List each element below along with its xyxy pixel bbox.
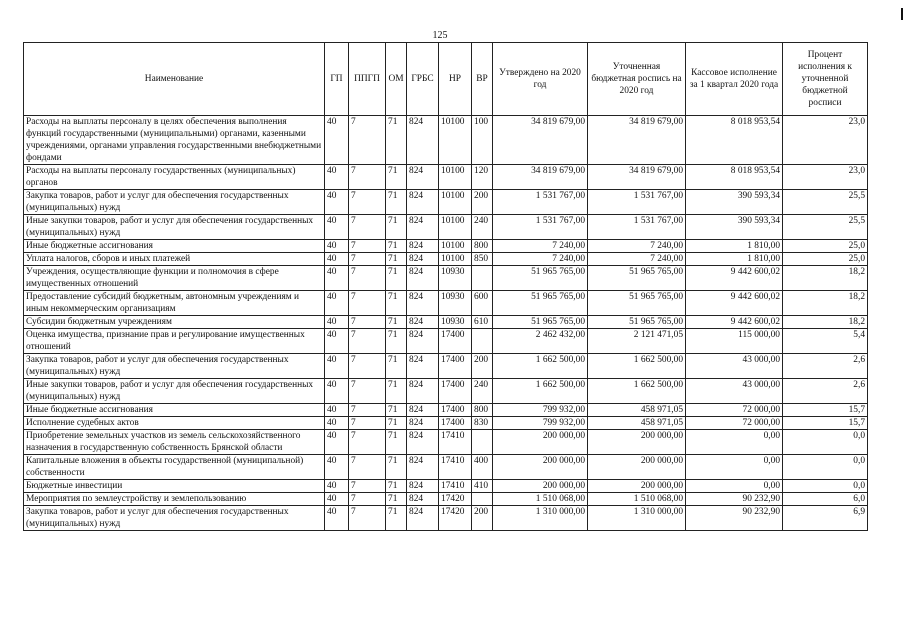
- cell-om: 71: [386, 291, 407, 316]
- cell-grbs: 824: [407, 240, 439, 253]
- table-row: [24, 329, 868, 354]
- header-pgp: ППГП: [349, 43, 386, 116]
- cell-pgp: 7: [349, 190, 386, 215]
- cell-vr: 410: [472, 480, 493, 493]
- cell-gp: 40: [325, 506, 349, 531]
- cell-nr: 17410: [439, 480, 472, 493]
- cell-nr: 17400: [439, 379, 472, 404]
- header-approved: Утверждено на 2020 год: [493, 43, 588, 116]
- cell-name: Приобретение земельных участков из земель сельскохозяйственного назначения в государственную собственность Брянской области: [24, 430, 325, 455]
- cell-approved: 7 240,00: [493, 240, 588, 253]
- cell-grbs: 824: [407, 480, 439, 493]
- header-om: ОМ: [386, 43, 407, 116]
- cell-nr: 17400: [439, 329, 472, 354]
- cell-gp: 40: [325, 455, 349, 480]
- cell-om: 71: [386, 215, 407, 240]
- cell-percent: 5,4: [783, 329, 868, 354]
- cell-nr: 17400: [439, 354, 472, 379]
- table-row: [24, 354, 868, 379]
- cell-approved: 1 662 500,00: [493, 379, 588, 404]
- table-row: [24, 215, 868, 240]
- cell-om: 71: [386, 430, 407, 455]
- cell-refined: 34 819 679,00: [588, 165, 686, 190]
- cell-grbs: 824: [407, 291, 439, 316]
- cell-pgp: 7: [349, 354, 386, 379]
- cell-name: Исполнение судебных актов: [24, 417, 325, 430]
- cell-om: 71: [386, 354, 407, 379]
- cell-nr: 10100: [439, 165, 472, 190]
- cell-pgp: 7: [349, 455, 386, 480]
- cell-name: Иные закупки товаров, работ и услуг для обеспечения государственных (муниципальных) нужд: [24, 379, 325, 404]
- cell-approved: 1 531 767,00: [493, 215, 588, 240]
- cell-gp: 40: [325, 253, 349, 266]
- cell-cash: 1 810,00: [686, 240, 783, 253]
- cell-nr: 17400: [439, 417, 472, 430]
- header-name: Наименование: [24, 43, 325, 116]
- cell-gp: 40: [325, 266, 349, 291]
- cell-pgp: 7: [349, 116, 386, 165]
- cell-refined: 1 531 767,00: [588, 215, 686, 240]
- cell-name: Предоставление субсидий бюджетным, автономным учреждениям и иным некоммерческим организациям: [24, 291, 325, 316]
- cell-pgp: 7: [349, 165, 386, 190]
- cell-cash: 9 442 600,02: [686, 291, 783, 316]
- cell-pgp: 7: [349, 215, 386, 240]
- table-header-row: [24, 43, 868, 116]
- cell-gp: 40: [325, 404, 349, 417]
- cell-pgp: 7: [349, 493, 386, 506]
- cell-percent: 6,9: [783, 506, 868, 531]
- cell-vr: [472, 266, 493, 291]
- cell-gp: 40: [325, 316, 349, 329]
- table-row: [24, 493, 868, 506]
- cell-vr: 600: [472, 291, 493, 316]
- cell-cash: 72 000,00: [686, 417, 783, 430]
- cell-refined: 200 000,00: [588, 480, 686, 493]
- header-percent: Процент исполнения к уточненной бюджетной росписи: [783, 43, 868, 116]
- cell-percent: 23,0: [783, 116, 868, 165]
- cell-nr: 17420: [439, 506, 472, 531]
- table-row: [24, 240, 868, 253]
- cell-grbs: 824: [407, 430, 439, 455]
- cell-vr: 800: [472, 404, 493, 417]
- cell-vr: [472, 430, 493, 455]
- cell-refined: 200 000,00: [588, 430, 686, 455]
- cell-cash: 115 000,00: [686, 329, 783, 354]
- cell-pgp: 7: [349, 316, 386, 329]
- cell-cash: 43 000,00: [686, 379, 783, 404]
- cell-name: Учреждения, осуществляющие функции и полномочия в сфере имущественных отношений: [24, 266, 325, 291]
- cell-refined: 7 240,00: [588, 240, 686, 253]
- cell-pgp: 7: [349, 404, 386, 417]
- cell-gp: 40: [325, 354, 349, 379]
- cell-refined: 1 510 068,00: [588, 493, 686, 506]
- cell-cash: 90 232,90: [686, 493, 783, 506]
- budget-execution-table: [23, 42, 868, 531]
- cell-grbs: 824: [407, 417, 439, 430]
- cell-name: Мероприятия по землеустройству и землепользованию: [24, 493, 325, 506]
- cell-approved: 200 000,00: [493, 480, 588, 493]
- cell-refined: 1 531 767,00: [588, 190, 686, 215]
- cell-cash: 390 593,34: [686, 190, 783, 215]
- cell-name: Расходы на выплаты персоналу государственных (муниципальных) органов: [24, 165, 325, 190]
- cell-om: 71: [386, 316, 407, 329]
- cell-gp: 40: [325, 240, 349, 253]
- cell-gp: 40: [325, 480, 349, 493]
- cell-approved: 51 965 765,00: [493, 291, 588, 316]
- cell-nr: 17410: [439, 430, 472, 455]
- cell-gp: 40: [325, 291, 349, 316]
- cell-pgp: 7: [349, 291, 386, 316]
- cell-approved: 51 965 765,00: [493, 316, 588, 329]
- cell-refined: 1 662 500,00: [588, 354, 686, 379]
- cell-grbs: 824: [407, 354, 439, 379]
- cell-nr: 10100: [439, 116, 472, 165]
- cell-nr: 10930: [439, 266, 472, 291]
- cell-vr: 830: [472, 417, 493, 430]
- cell-nr: 10930: [439, 291, 472, 316]
- cell-approved: 2 462 432,00: [493, 329, 588, 354]
- cell-grbs: 824: [407, 404, 439, 417]
- cell-om: 71: [386, 329, 407, 354]
- cell-approved: 7 240,00: [493, 253, 588, 266]
- cell-om: 71: [386, 455, 407, 480]
- table-row: [24, 291, 868, 316]
- cell-percent: 25,5: [783, 190, 868, 215]
- cell-approved: 200 000,00: [493, 455, 588, 480]
- cell-om: 71: [386, 404, 407, 417]
- cell-vr: 200: [472, 190, 493, 215]
- table-row: [24, 266, 868, 291]
- cell-vr: 100: [472, 116, 493, 165]
- cell-vr: 240: [472, 215, 493, 240]
- cell-pgp: 7: [349, 253, 386, 266]
- cell-grbs: 824: [407, 316, 439, 329]
- cell-refined: 34 819 679,00: [588, 116, 686, 165]
- cell-refined: 7 240,00: [588, 253, 686, 266]
- cell-vr: 800: [472, 240, 493, 253]
- cell-nr: 10100: [439, 190, 472, 215]
- cell-cash: 9 442 600,02: [686, 266, 783, 291]
- table-row: [24, 253, 868, 266]
- cell-om: 71: [386, 493, 407, 506]
- cell-percent: 0,0: [783, 430, 868, 455]
- cell-vr: 200: [472, 506, 493, 531]
- cell-percent: 18,2: [783, 266, 868, 291]
- cell-cash: 43 000,00: [686, 354, 783, 379]
- table-row: [24, 379, 868, 404]
- header-cash: Кассовое исполнение за 1 квартал 2020 года: [686, 43, 783, 116]
- cell-percent: 0,0: [783, 455, 868, 480]
- cell-om: 71: [386, 116, 407, 165]
- page-number: 125: [432, 30, 448, 41]
- cell-gp: 40: [325, 215, 349, 240]
- cell-percent: 25,5: [783, 215, 868, 240]
- cell-cash: 1 810,00: [686, 253, 783, 266]
- cell-percent: 2,6: [783, 354, 868, 379]
- cell-gp: 40: [325, 417, 349, 430]
- cell-grbs: 824: [407, 329, 439, 354]
- cell-nr: 10100: [439, 215, 472, 240]
- cell-grbs: 824: [407, 266, 439, 291]
- cell-grbs: 824: [407, 116, 439, 165]
- cell-percent: 18,2: [783, 316, 868, 329]
- cell-pgp: 7: [349, 480, 386, 493]
- cell-percent: 0,0: [783, 480, 868, 493]
- cell-name: Бюджетные инвестиции: [24, 480, 325, 493]
- cell-name: Субсидии бюджетным учреждениям: [24, 316, 325, 329]
- cell-refined: 1 662 500,00: [588, 379, 686, 404]
- cell-name: Иные закупки товаров, работ и услуг для обеспечения государственных (муниципальных) нужд: [24, 215, 325, 240]
- cell-cash: 390 593,34: [686, 215, 783, 240]
- cell-name: Закупка товаров, работ и услуг для обеспечения государственных (муниципальных) нужд: [24, 354, 325, 379]
- table-row: [24, 190, 868, 215]
- cell-approved: 799 932,00: [493, 404, 588, 417]
- cell-name: Уплата налогов, сборов и иных платежей: [24, 253, 325, 266]
- cell-name: Иные бюджетные ассигнования: [24, 404, 325, 417]
- cell-grbs: 824: [407, 455, 439, 480]
- cell-grbs: 824: [407, 506, 439, 531]
- cell-approved: 51 965 765,00: [493, 266, 588, 291]
- cell-vr: 610: [472, 316, 493, 329]
- cell-gp: 40: [325, 165, 349, 190]
- cell-approved: 1 531 767,00: [493, 190, 588, 215]
- table-row: [24, 506, 868, 531]
- cell-vr: [472, 493, 493, 506]
- cell-name: Расходы на выплаты персоналу в целях обеспечения выполнения функций государственными (муниципальными) органами, казенными учреждениями, органами управления государственными внебюджетными фондами: [24, 116, 325, 165]
- cell-approved: 34 819 679,00: [493, 116, 588, 165]
- cell-approved: 1 310 000,00: [493, 506, 588, 531]
- cell-nr: 10100: [439, 240, 472, 253]
- cell-name: Закупка товаров, работ и услуг для обеспечения государственных (муниципальных) нужд: [24, 506, 325, 531]
- table-row: [24, 165, 868, 190]
- cell-om: 71: [386, 253, 407, 266]
- cell-nr: 10100: [439, 253, 472, 266]
- cell-pgp: 7: [349, 379, 386, 404]
- cell-gp: 40: [325, 116, 349, 165]
- cell-percent: 25,0: [783, 240, 868, 253]
- cell-pgp: 7: [349, 266, 386, 291]
- cell-grbs: 824: [407, 165, 439, 190]
- margin-mark: [901, 8, 903, 20]
- cell-approved: 799 932,00: [493, 417, 588, 430]
- cell-percent: 15,7: [783, 404, 868, 417]
- cell-cash: 0,00: [686, 430, 783, 455]
- table-row: [24, 404, 868, 417]
- cell-pgp: 7: [349, 240, 386, 253]
- cell-vr: [472, 329, 493, 354]
- cell-percent: 18,2: [783, 291, 868, 316]
- cell-grbs: 824: [407, 379, 439, 404]
- cell-refined: 1 310 000,00: [588, 506, 686, 531]
- table-row: [24, 116, 868, 165]
- cell-om: 71: [386, 480, 407, 493]
- cell-name: Иные бюджетные ассигнования: [24, 240, 325, 253]
- header-gp: ГП: [325, 43, 349, 116]
- cell-cash: 0,00: [686, 480, 783, 493]
- cell-vr: 400: [472, 455, 493, 480]
- cell-name: Оценка имущества, признание прав и регулирование имущественных отношений: [24, 329, 325, 354]
- cell-om: 71: [386, 417, 407, 430]
- cell-gp: 40: [325, 190, 349, 215]
- cell-name: Закупка товаров, работ и услуг для обеспечения государственных (муниципальных) нужд: [24, 190, 325, 215]
- cell-cash: 9 442 600,02: [686, 316, 783, 329]
- cell-approved: 34 819 679,00: [493, 165, 588, 190]
- cell-nr: 17400: [439, 404, 472, 417]
- table-row: [24, 430, 868, 455]
- cell-refined: 51 965 765,00: [588, 316, 686, 329]
- cell-approved: 1 662 500,00: [493, 354, 588, 379]
- cell-om: 71: [386, 266, 407, 291]
- cell-approved: 1 510 068,00: [493, 493, 588, 506]
- cell-percent: 25,0: [783, 253, 868, 266]
- cell-grbs: 824: [407, 190, 439, 215]
- cell-vr: 850: [472, 253, 493, 266]
- cell-grbs: 824: [407, 493, 439, 506]
- cell-vr: 240: [472, 379, 493, 404]
- header-refined: Уточненная бюджетная роспись на 2020 год: [588, 43, 686, 116]
- table-row: [24, 417, 868, 430]
- cell-cash: 0,00: [686, 455, 783, 480]
- cell-name: Капитальные вложения в объекты государственной (муниципальной) собственности: [24, 455, 325, 480]
- cell-refined: 200 000,00: [588, 455, 686, 480]
- cell-om: 71: [386, 379, 407, 404]
- header-grbs: ГРБС: [407, 43, 439, 116]
- cell-nr: 17410: [439, 455, 472, 480]
- cell-percent: 15,7: [783, 417, 868, 430]
- cell-vr: 120: [472, 165, 493, 190]
- cell-grbs: 824: [407, 253, 439, 266]
- cell-om: 71: [386, 190, 407, 215]
- cell-om: 71: [386, 240, 407, 253]
- cell-approved: 200 000,00: [493, 430, 588, 455]
- cell-refined: 2 121 471,05: [588, 329, 686, 354]
- cell-cash: 8 018 953,54: [686, 116, 783, 165]
- cell-refined: 458 971,05: [588, 417, 686, 430]
- cell-cash: 8 018 953,54: [686, 165, 783, 190]
- cell-refined: 458 971,05: [588, 404, 686, 417]
- cell-pgp: 7: [349, 329, 386, 354]
- cell-vr: 200: [472, 354, 493, 379]
- cell-om: 71: [386, 165, 407, 190]
- cell-om: 71: [386, 506, 407, 531]
- cell-percent: 2,6: [783, 379, 868, 404]
- table-body: [24, 116, 868, 531]
- cell-gp: 40: [325, 329, 349, 354]
- cell-percent: 6,0: [783, 493, 868, 506]
- cell-gp: 40: [325, 493, 349, 506]
- cell-refined: 51 965 765,00: [588, 291, 686, 316]
- cell-cash: 72 000,00: [686, 404, 783, 417]
- cell-nr: 10930: [439, 316, 472, 329]
- table-row: [24, 480, 868, 493]
- table-row: [24, 455, 868, 480]
- cell-grbs: 824: [407, 215, 439, 240]
- header-vr: ВР: [472, 43, 493, 116]
- cell-nr: 17420: [439, 493, 472, 506]
- cell-gp: 40: [325, 379, 349, 404]
- cell-refined: 51 965 765,00: [588, 266, 686, 291]
- cell-pgp: 7: [349, 417, 386, 430]
- cell-percent: 23,0: [783, 165, 868, 190]
- cell-pgp: 7: [349, 430, 386, 455]
- cell-pgp: 7: [349, 506, 386, 531]
- header-nr: НР: [439, 43, 472, 116]
- cell-gp: 40: [325, 430, 349, 455]
- table-row: [24, 316, 868, 329]
- cell-cash: 90 232,90: [686, 506, 783, 531]
